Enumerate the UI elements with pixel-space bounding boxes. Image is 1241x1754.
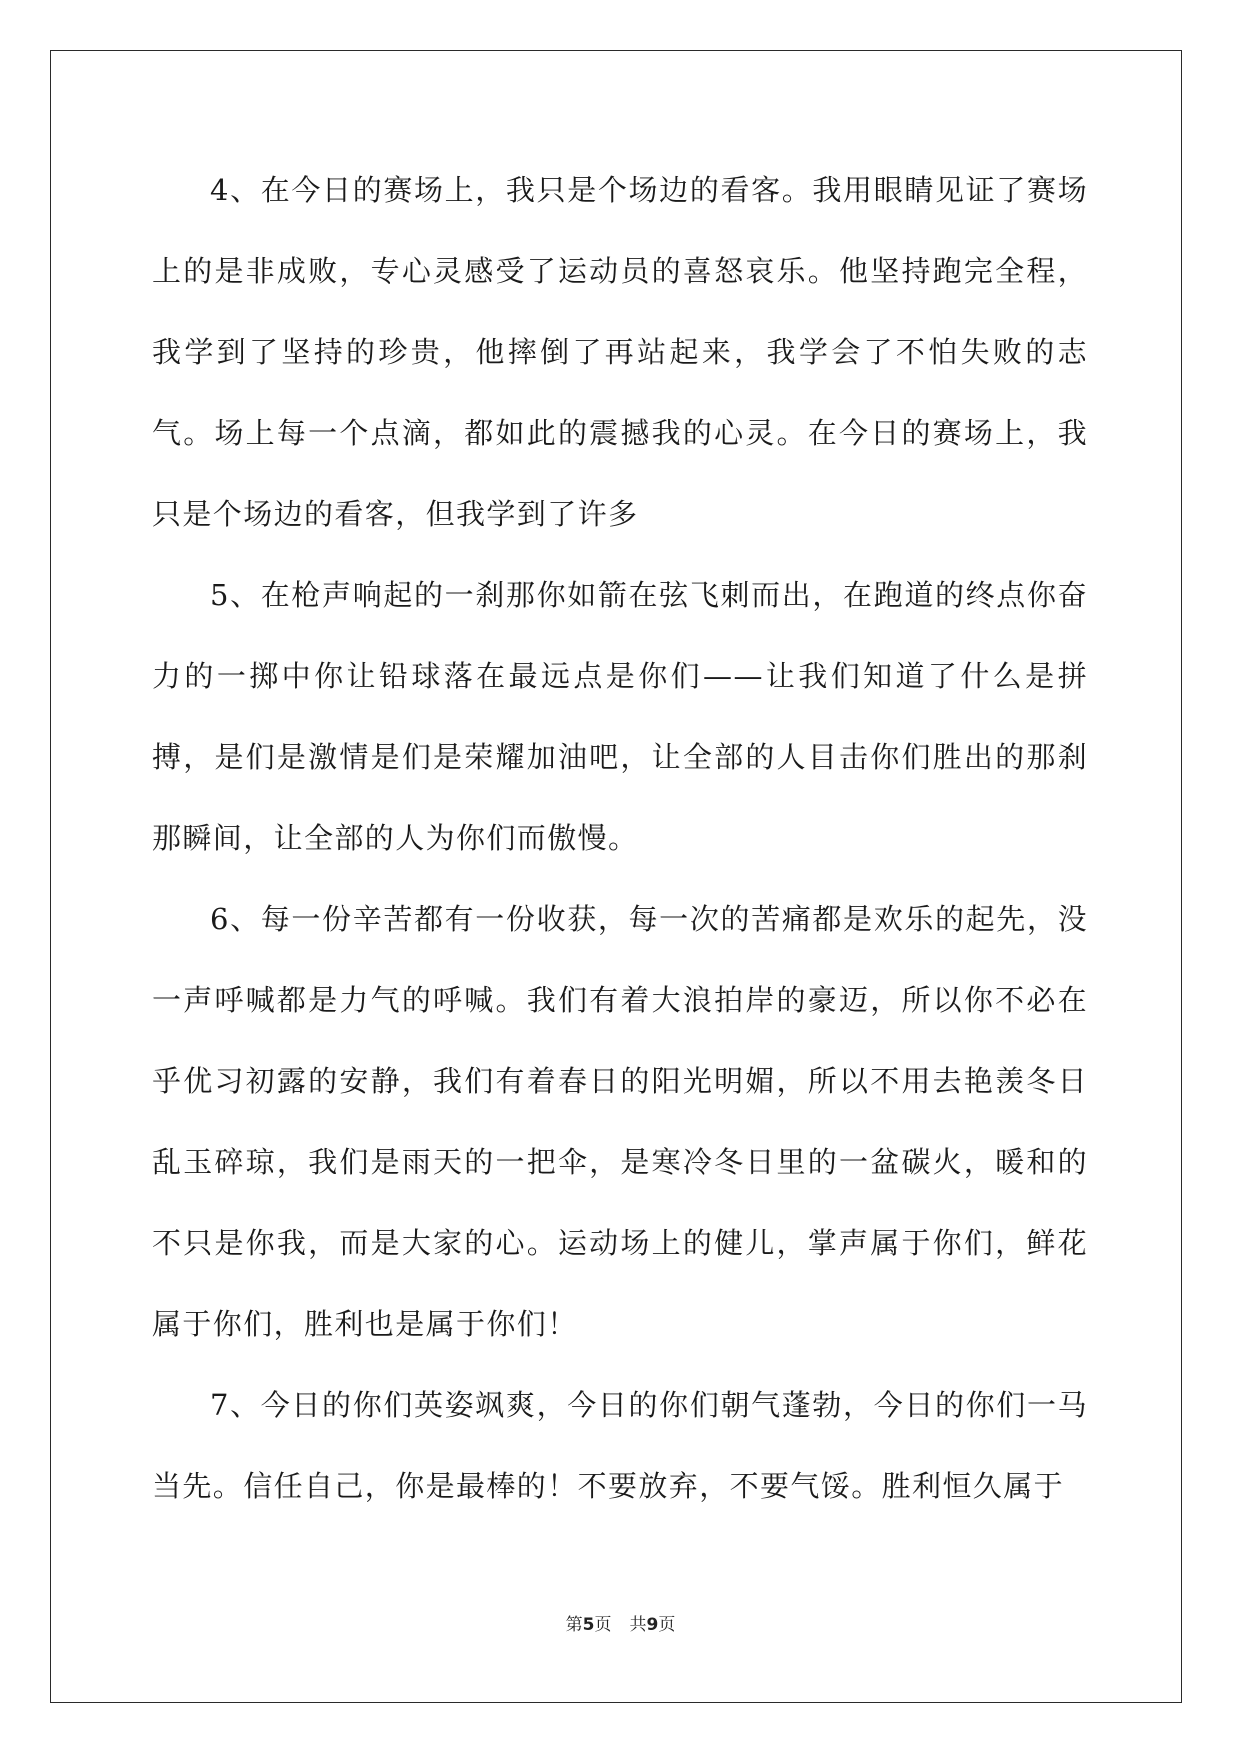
page-suffix: 页 bbox=[594, 1615, 612, 1635]
paragraph-4: 4、在今日的赛场上，我只是个场边的看客。我用眼睛见证了赛场上的是非成败，专心灵感受了运动员的喜怒哀乐。他坚持跑完全程，我学到了坚持的珍贵，他摔倒了再站起来，我学会了不怕失败的志气。场上每一个点滴，都如此的震撼我的心灵。在今日的赛场上，我只是个场边的看客，但我学到了许多 bbox=[152, 173, 1088, 531]
total-prefix: 共 bbox=[629, 1615, 647, 1635]
paragraph-7: 7、今日的你们英姿飒爽，今日的你们朝气蓬勃，今日的你们一马当先。信任自己，你是最棒的！不要放弃，不要气馁。胜利恒久属于 bbox=[152, 1388, 1088, 1503]
paragraph-6: 6、每一份辛苦都有一份收获，每一次的苦痛都是欢乐的起先，没一声呼喊都是力气的呼喊。我们有着大浪拍岸的豪迈，所以你不必在乎优习初露的安静，我们有着春日的阳光明媚，所以不用去艳羡冬日乱玉碎琼，我们是雨天的一把伞，是寒冷冬日里的一盆碳火，暖和的不只是你我，而是大家的心。运动场上的健儿，掌声属于你们，鲜花属于你们，胜利也是属于你们！ bbox=[152, 902, 1088, 1341]
current-page-number: 5 bbox=[582, 1615, 595, 1635]
total-suffix: 页 bbox=[658, 1615, 676, 1635]
page-prefix: 第 bbox=[565, 1615, 583, 1635]
total-page-number: 9 bbox=[646, 1615, 659, 1635]
paragraph-5: 5、在枪声响起的一刹那你如箭在弦飞刺而出，在跑道的终点你奋力的一掷中你让铅球落在最远点是你们——让我们知道了什么是拼搏，是们是激情是们是荣耀加油吧，让全部的人目击你们胜出的那刹那瞬间，让全部的人为你们而傲慢。 bbox=[152, 578, 1088, 855]
document-body bbox=[152, 150, 1088, 1527]
page-number-footer bbox=[0, 1610, 1241, 1635]
